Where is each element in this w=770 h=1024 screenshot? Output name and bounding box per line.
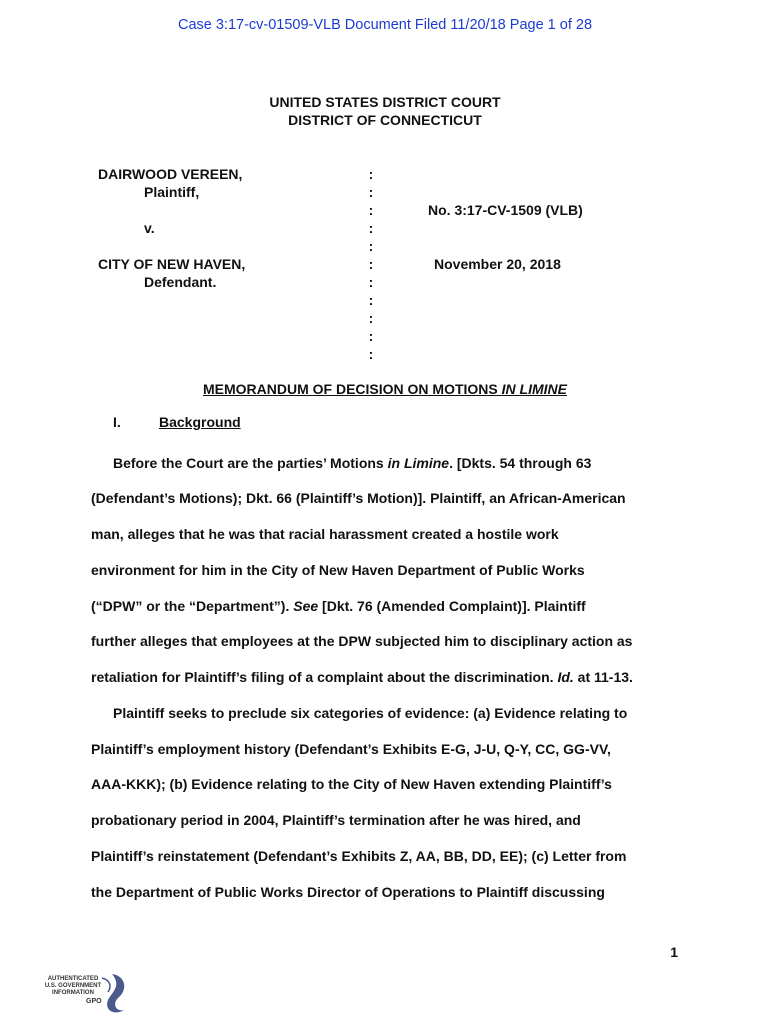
gpo-eagle-icon — [42, 968, 132, 1018]
gpo-logo-text: AUTHENTICATED U.S. GOVERNMENT INFORMATION — [44, 976, 102, 996]
title-main: MEMORANDUM OF DECISION ON MOTIONS — [202, 381, 502, 397]
gpo-mark: GPO — [86, 998, 102, 1005]
title-italic: IN LIMINE — [501, 381, 567, 397]
defendant-name: CITY OF NEW HAVEN, — [98, 256, 246, 272]
body-line: Plaintiff seeks to preclude six categories of evidence: (a) Evidence relating to — [113, 705, 628, 721]
caption-colon: : — [368, 310, 374, 326]
body-line: environment for him in the City of New Haven Department of Public Works — [91, 562, 585, 578]
page-number: 1 — [670, 944, 678, 960]
caption-colon: : — [368, 166, 374, 182]
caption-colon: : — [368, 238, 374, 254]
body-line: Before the Court are the parties’ Motions in Limine. [Dkts. 54 through 63 — [113, 455, 592, 471]
section-number: I. — [113, 414, 121, 430]
caption-colon: : — [368, 292, 374, 308]
body-line: retaliation for Plaintiff’s filing of a complaint about the discrimination. Id. at 11-13. — [91, 669, 633, 685]
plaintiff-name: DAIRWOOD VEREEN, — [98, 166, 243, 182]
caption-colon: : — [368, 328, 374, 344]
body-line: further alleges that employees at the DPW subjected him to disciplinary action as — [91, 633, 633, 649]
body-line: man, alleges that he was that racial harassment created a hostile work — [91, 526, 559, 542]
gpo-authenticated-logo — [42, 968, 132, 1018]
caption-colon: : — [368, 220, 374, 236]
memorandum-title — [0, 381, 770, 397]
court-name: UNITED STATES DISTRICT COURT — [269, 94, 501, 110]
body-line: the Department of Public Works Director of Operations to Plaintiff discussing — [91, 884, 605, 900]
defendant-role: Defendant. — [144, 274, 217, 290]
versus: v. — [144, 220, 155, 236]
caption-colon: : — [368, 202, 374, 218]
court-district: DISTRICT OF CONNECTICUT — [288, 112, 482, 128]
caption-colon: : — [368, 184, 374, 200]
decision-date: November 20, 2018 — [434, 256, 561, 272]
case-number: No. 3:17-CV-1509 (VLB) — [428, 202, 583, 218]
plaintiff-role: Plaintiff, — [144, 184, 200, 200]
case-header: Case 3:17-cv-01509-VLB Document Filed 11/20/18 Page 1 of 28 — [177, 17, 593, 33]
body-line: AAA-KKK); (b) Evidence relating to the City of New Haven extending Plaintiff’s — [91, 776, 612, 792]
body-line: Plaintiff’s employment history (Defendant’s Exhibits E-G, J-U, Q-Y, CC, GG-VV, — [91, 741, 611, 757]
caption-colon: : — [368, 256, 374, 272]
body-line: (“DPW” or the “Department”). See [Dkt. 76 (Amended Complaint)]. Plaintiff — [91, 598, 586, 614]
caption-colon: : — [368, 274, 374, 290]
caption-colon: : — [368, 346, 374, 362]
body-line: (Defendant’s Motions); Dkt. 66 (Plaintiff’s Motion)]. Plaintiff, an African-American — [91, 490, 626, 506]
section-heading: Background — [159, 414, 241, 430]
body-line: Plaintiff’s reinstatement (Defendant’s Exhibits Z, AA, BB, DD, EE); (c) Letter from — [91, 848, 627, 864]
body-line: probationary period in 2004, Plaintiff’s termination after he was hired, and — [91, 812, 581, 828]
